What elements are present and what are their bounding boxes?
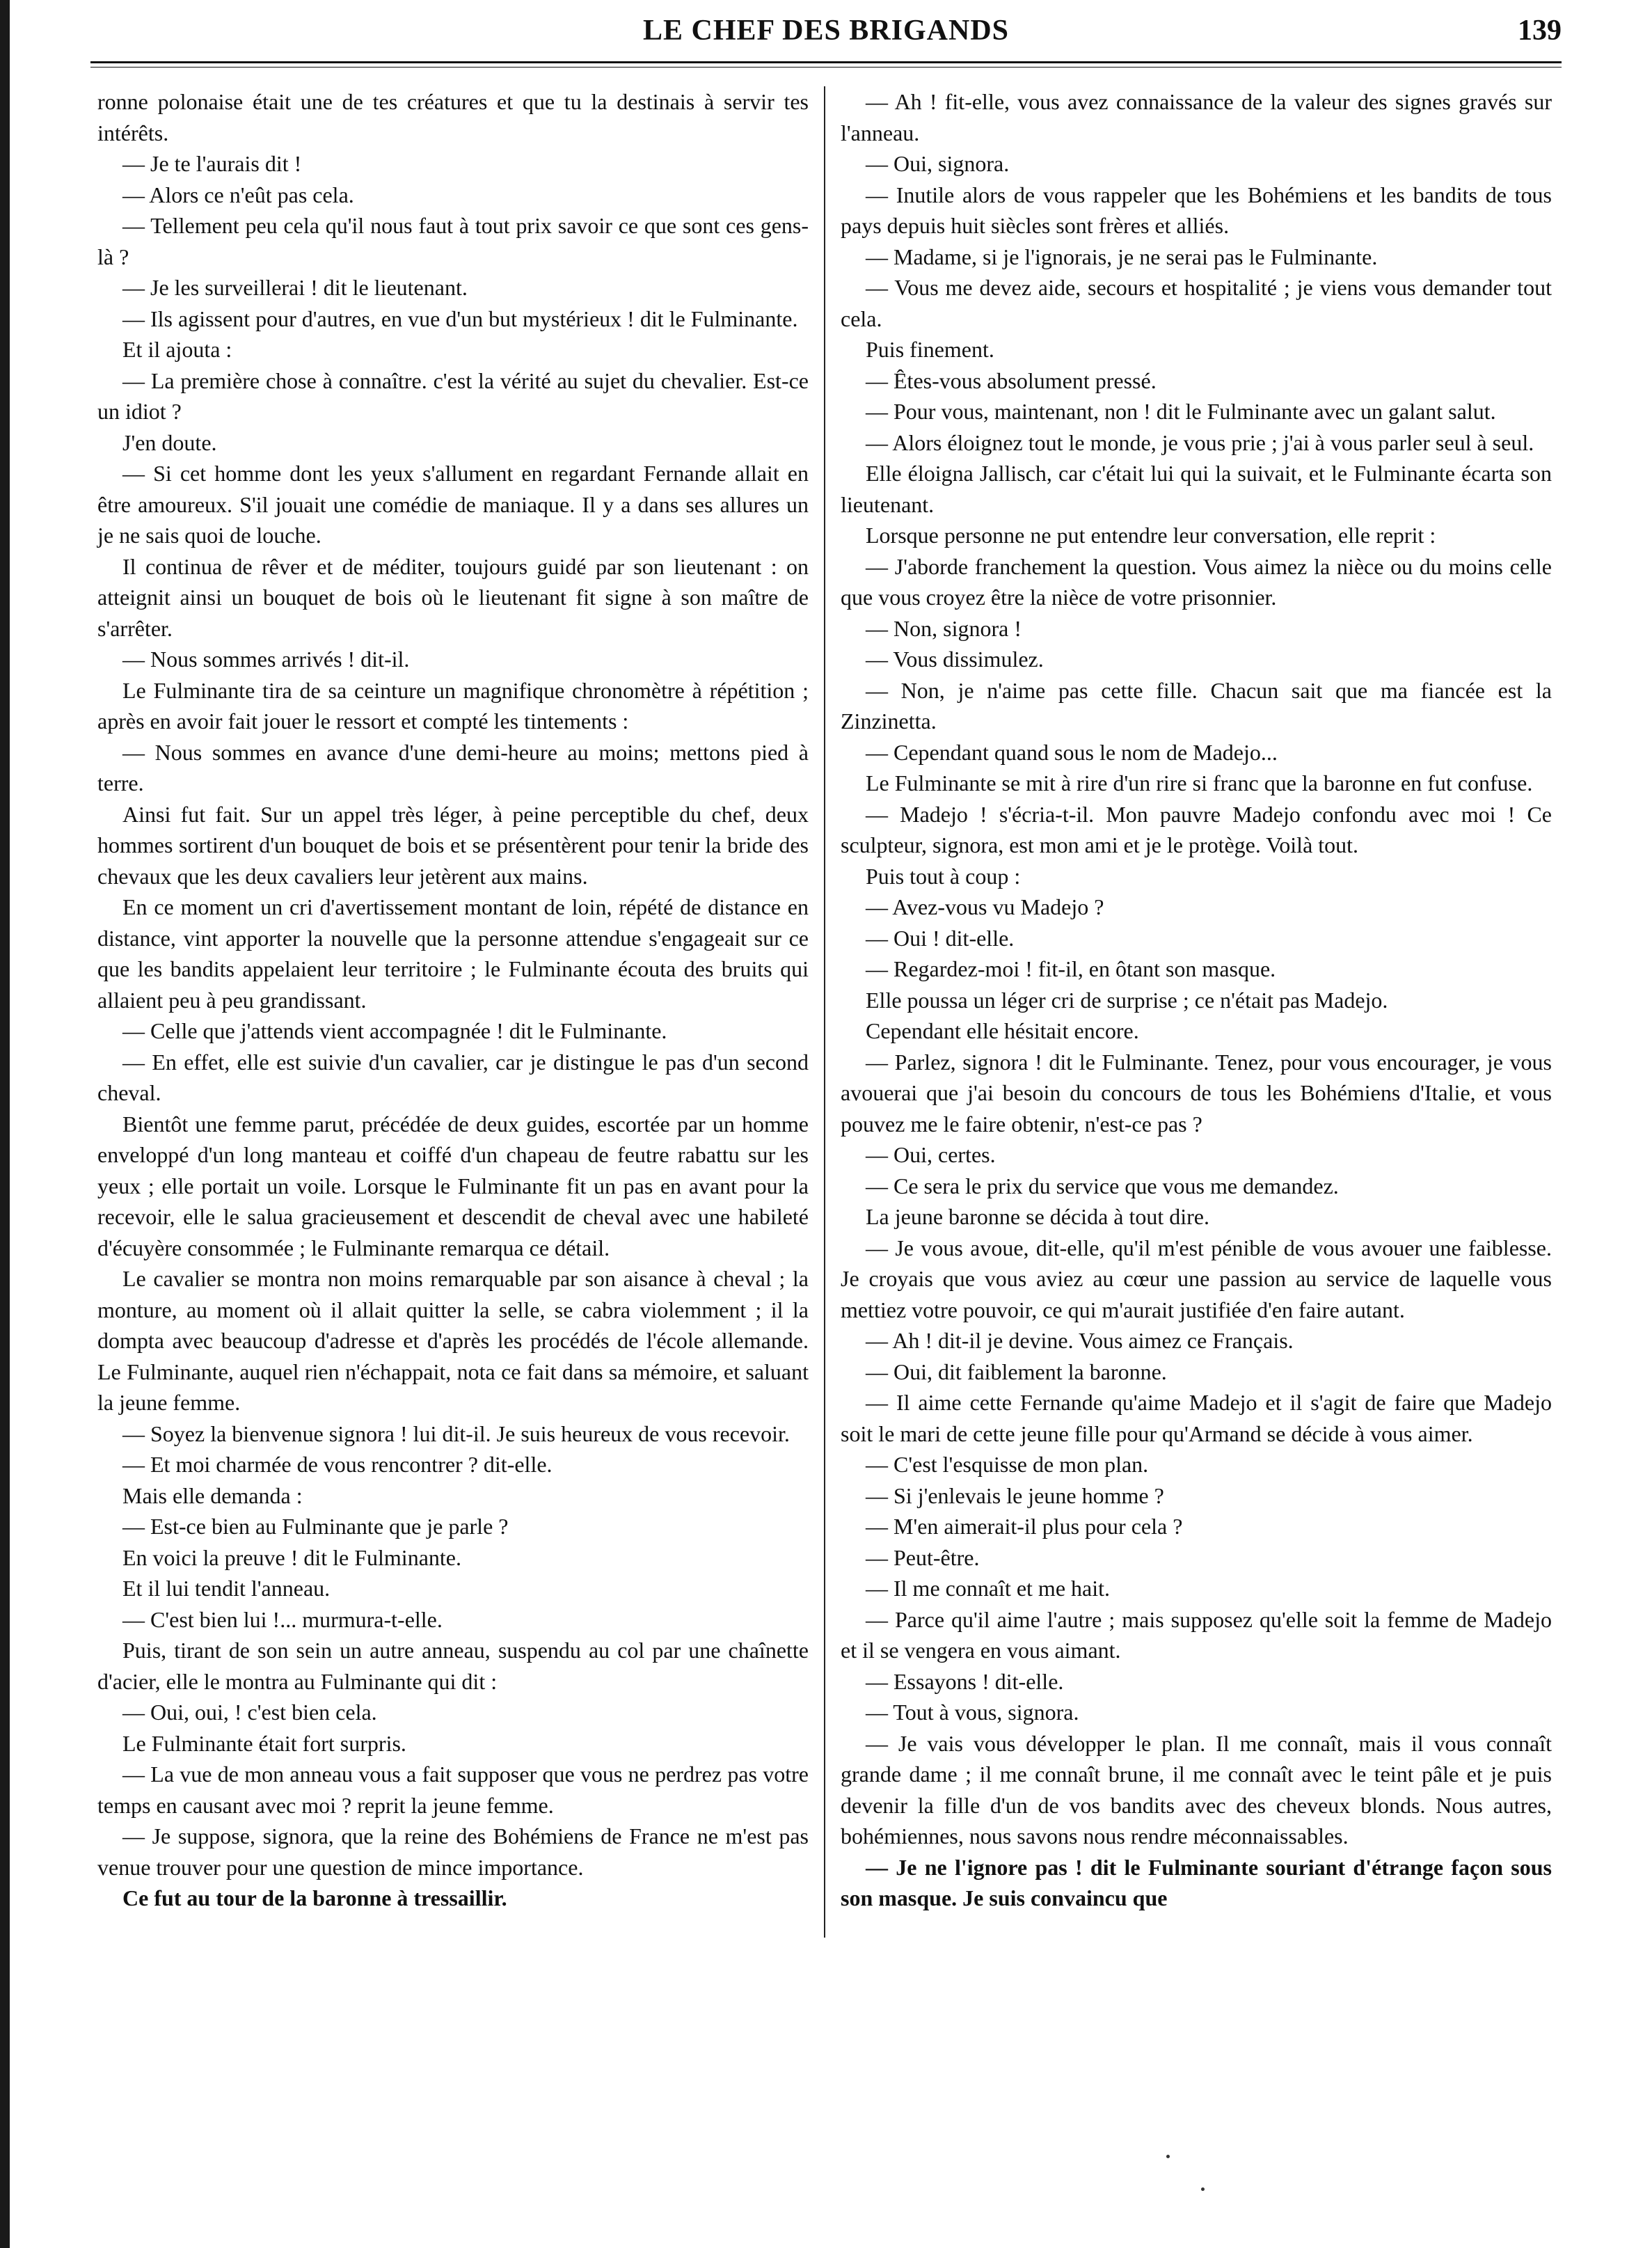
page-header (90, 10, 1562, 52)
paragraph: Le Fulminante se mit à rire d'un rire si franc que la baronne en fut confuse. (866, 770, 1533, 795)
paragraph: — Peut-être. (866, 1544, 980, 1570)
paragraph: — La première chose à connaître. c'est la vérité au sujet du chevalier. Est-ce un idiot ? (97, 367, 809, 424)
paragraph: Et il lui tendit l'anneau. (122, 1576, 331, 1601)
paragraph: — Celle que j'attends vient accompagnée ! dit le Fulminante. (122, 1018, 667, 1043)
paragraph: En voici la preuve ! dit le Fulminante. (122, 1544, 461, 1570)
paragraph: — Je suppose, signora, que la reine des Bohémiens de France ne m'est pas venue trouver pour une question de mince importance. (97, 1823, 809, 1880)
paragraph: Et il ajouta : (122, 337, 232, 362)
paragraph: — Tout à vous, signora. (866, 1700, 1079, 1725)
paragraph: Elle éloigna Jallisch, car c'était lui qui la suivait, et le Fulminante écarta son lieutenant. (841, 461, 1552, 517)
running-title: LE CHEF DES BRIGANDS (642, 15, 1010, 47)
paragraph: Le Fulminante tira de sa ceinture un magnifique chronomètre à répétition ; après en avoir fait jouer le ressort et compté les tintements : (97, 677, 809, 734)
paragraph: — Il me connaît et me hait. (866, 1576, 1110, 1601)
paragraph: — J'aborde franchement la question. Vous aimez la nièce ou du moins celle que vous croyez être la nièce de votre prisonnier. (841, 553, 1552, 610)
paragraph: — Essayons ! dit-elle. (866, 1668, 1064, 1694)
ink-speck (1166, 2155, 1170, 2158)
paragraph: J'en doute. (122, 429, 217, 455)
paragraph: ronne polonaise était une de tes créatures et que tu la destinais à servir tes intérêts. (97, 89, 809, 145)
paragraph: Le cavalier se montra non moins remarquable par son aisance à cheval ; la monture, au moment où il allait quitter la selle, se cabra violemment ; il la dompta avec beaucoup d'adresse et d'après les procédés de l'école allemande. Le Fulminante, auquel rien n'échappait, nota ce fait dans sa mémoire, et saluant la jeune femme. (97, 1266, 809, 1415)
paragraph: — Avez-vous vu Madejo ? (866, 894, 1104, 919)
paragraph: — Si j'enlevais le jeune homme ? (866, 1482, 1164, 1508)
column-divider (824, 86, 825, 1938)
paragraph: — Parlez, signora ! dit le Fulminante. Tenez, pour vous encourager, je vous avouerai que j'ai besoin du concours de tous les Bohémiens d'Italie, et vous pouvez me le faire obtenir, n'est-ce pas ? (841, 1049, 1552, 1137)
page-number: 139 (1518, 15, 1562, 47)
paragraph: — Je ne l'ignore pas ! dit le Fulminante souriant d'étrange façon sous son masque. Je suis convaincu que (841, 1854, 1552, 1910)
left-column (97, 86, 809, 1914)
paragraph: — Madame, si je l'ignorais, je ne serai pas le Fulminante. (866, 244, 1378, 269)
paragraph: — Il aime cette Fernande qu'aime Madejo et il s'agit de faire que Madejo soit le mari de cette jeune fille pour qu'Armand se décide à vous aimer. (841, 1390, 1552, 1446)
paragraph: — Oui, signora. (866, 151, 1010, 176)
paragraph: Cependant elle hésitait encore. (866, 1018, 1139, 1043)
paragraph: — Et moi charmée de vous rencontrer ? dit-elle. (122, 1452, 553, 1477)
paragraph: Mais elle demanda : (122, 1482, 303, 1508)
paragraph: — Alors ce n'eût pas cela. (122, 182, 354, 207)
paragraph: — Vous dissimulez. (866, 647, 1044, 672)
paragraph: — Ils agissent pour d'autres, en vue d'un but mystérieux ! dit le Fulminante. (122, 306, 798, 331)
paragraph: — Oui, oui, ! c'est bien cela. (122, 1700, 377, 1725)
paragraph: Puis, tirant de son sein un autre anneau, suspendu au col par une chaînette d'acier, elle le montra au Fulminante qui dit : (97, 1638, 809, 1694)
paragraph: Ainsi fut fait. Sur un appel très léger, à peine perceptible du chef, deux hommes sortirent d'un bouquet de bois et se présentèrent pour tenir la bride des chevaux que les deux cavaliers leur jetèrent aux mains. (97, 801, 809, 889)
paragraph: — M'en aimerait-il plus pour cela ? (866, 1514, 1183, 1539)
paragraph: — En effet, elle est suivie d'un cavalier, car je distingue le pas d'un second cheval. (97, 1049, 809, 1105)
paragraph: — Je vais vous développer le plan. Il me connaît, mais il vous connaît grande dame ; il me connaît brune, il me connaît avec le teint pâle et je puis devenir la fille d'un de vos bandits avec des cheveux blonds. Nous autres, bohémiennes, nous savons nous rendre méconnaissables. (841, 1730, 1552, 1849)
paragraph: — Non, je n'aime pas cette fille. Chacun sait que ma fiancée est la Zinzinetta. (841, 677, 1552, 734)
paragraph: — Êtes-vous absolument pressé. (866, 367, 1157, 393)
paragraph: — Si cet homme dont les yeux s'allument en regardant Fernande allait en être amoureux. S'il jouait une comédie de maniaque. Il y a dans ses allures un je ne sais quoi de louche. (97, 461, 809, 548)
paragraph: — Ah ! fit-elle, vous avez connaissance de la valeur des signes gravés sur l'anneau. (841, 89, 1552, 145)
paragraph: — Vous me devez aide, secours et hospitalité ; je viens vous demander tout cela. (841, 275, 1552, 331)
paragraph: Bientôt une femme parut, précédée de deux guides, escortée par un homme enveloppé d'un long manteau et coiffé d'un chapeau de feutre rabattu sur les yeux ; elle portait un voile. Lorsque le Fulminante fit un pas en avant pour la recevoir, elle le salua gracieusement et descendit de cheval avec une habileté d'écuyère consommée ; le Fulminante remarqua ce détail. (97, 1111, 809, 1260)
paragraph: — Je vous avoue, dit-elle, qu'il m'est pénible de vous avouer une faiblesse. Je croyais que vous aviez au cœur une passion au service de laquelle vous mettiez votre pouvoir, ce qui m'aurait justifiée d'en faire autant. (841, 1235, 1552, 1322)
paragraph: Il continua de rêver et de méditer, toujours guidé par son lieutenant : on atteignit ainsi un bouquet de bois où le lieutenant fit signe à son maître de s'arrêter. (97, 553, 809, 641)
paragraph: Le Fulminante était fort surpris. (122, 1730, 406, 1756)
paragraph: Puis tout à coup : (866, 863, 1021, 889)
paragraph: — Non, signora ! (866, 615, 1022, 641)
paragraph: — Nous sommes arrivés ! dit-il. (122, 647, 410, 672)
paragraph: — Est-ce bien au Fulminante que je parle ? (122, 1514, 509, 1539)
header-rule-thin (90, 67, 1562, 68)
paragraph: — Pour vous, maintenant, non ! dit le Fulminante avec un galant salut. (866, 399, 1496, 424)
paragraph: — C'est bien lui !... murmura-t-elle. (122, 1606, 443, 1632)
paragraph: — La vue de mon anneau vous a fait supposer que vous ne perdrez pas votre temps en causant avec moi ? reprit la jeune femme. (97, 1762, 809, 1818)
paragraph: — Tellement peu cela qu'il nous faut à tout prix savoir ce que sont ces gens-là ? (97, 213, 809, 269)
paragraph: — Soyez la bienvenue signora ! lui dit-il. Je suis heureux de vous recevoir. (122, 1420, 790, 1446)
paragraph: — Regardez-moi ! fit-il, en ôtant son masque. (866, 956, 1276, 981)
header-rule (90, 61, 1562, 63)
paragraph: Puis finement. (866, 337, 994, 362)
paragraph: — Alors éloignez tout le monde, je vous prie ; j'ai à vous parler seul à seul. (866, 429, 1534, 455)
page-binding-edge (0, 0, 10, 2248)
paragraph: — Ah ! dit-il je devine. Vous aimez ce Français. (866, 1328, 1294, 1353)
paragraph: — C'est l'esquisse de mon plan. (866, 1452, 1149, 1477)
right-column (841, 86, 1552, 1914)
paragraph: Elle poussa un léger cri de surprise ; ce n'était pas Madejo. (866, 987, 1388, 1013)
paragraph: — Inutile alors de vous rappeler que les Bohémiens et les bandits de tous pays depuis huit siècles sont frères et alliés. (841, 182, 1552, 238)
paragraph: — Je les surveillerai ! dit le lieutenant. (122, 275, 468, 300)
paragraph: — Oui, dit faiblement la baronne. (866, 1359, 1167, 1384)
ink-speck (1201, 2187, 1205, 2191)
paragraph: La jeune baronne se décida à tout dire. (866, 1204, 1209, 1229)
paragraph: Ce fut au tour de la baronne à tressaillir. (122, 1885, 507, 1910)
paragraph: — Oui, certes. (866, 1142, 996, 1167)
paragraph: En ce moment un cri d'avertissement montant de loin, répété de distance en distance, vint apporter la nouvelle que la personne attendue s'engageait sur ce que les bandits appelaient leur territoire ; le Fulminante écouta des bruits qui allaient peu à peu grandissant. (97, 894, 809, 1013)
paragraph: — Nous sommes en avance d'une demi-heure au moins; mettons pied à terre. (97, 739, 809, 795)
paragraph: — Cependant quand sous le nom de Madejo... (866, 739, 1278, 765)
paragraph: — Madejo ! s'écria-t-il. Mon pauvre Madejo confondu avec moi ! Ce sculpteur, signora, est mon ami et je le protège. Voilà tout. (841, 801, 1552, 857)
paragraph: Lorsque personne ne put entendre leur conversation, elle reprit : (866, 523, 1436, 548)
paragraph: — Je te l'aurais dit ! (122, 151, 302, 176)
paragraph: — Parce qu'il aime l'autre ; mais supposez qu'elle soit la femme de Madejo et il se vengera en vous aimant. (841, 1606, 1552, 1663)
paragraph: — Oui ! dit-elle. (866, 925, 1015, 951)
paragraph: — Ce sera le prix du service que vous me demandez. (866, 1173, 1339, 1198)
